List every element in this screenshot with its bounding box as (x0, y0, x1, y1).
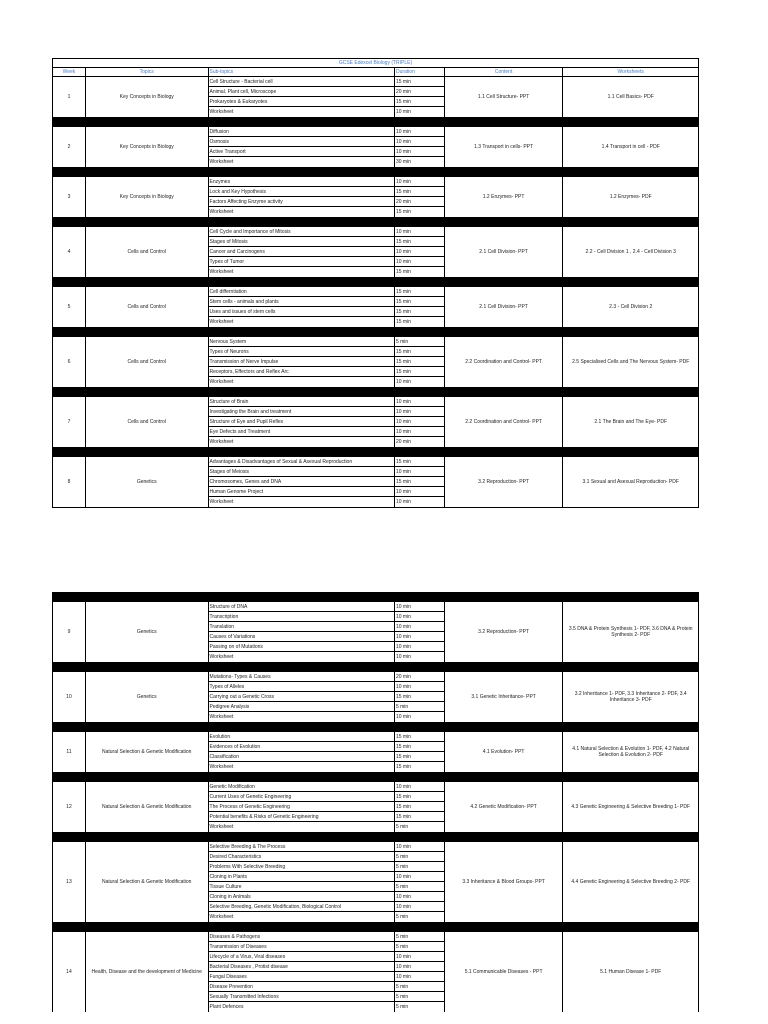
week-number: 9 (53, 602, 86, 662)
content-link[interactable]: 1.2 Enzymes- PPT (445, 177, 564, 217)
duration-item: 10 min (395, 177, 444, 187)
worksheet-link[interactable]: 2.1 The Brain and The Eye- PDF (594, 419, 668, 425)
duration-list (395, 782, 445, 832)
subtopic-item: Transcription (209, 612, 394, 622)
topic-cell: Genetics (86, 602, 209, 662)
duration-item: 10 min (395, 952, 444, 962)
subtopic-item: Worksheet (209, 319, 234, 325)
duration-item: 10 min (395, 407, 444, 417)
duration-item: 10 min (395, 872, 444, 882)
duration-item: 20 min (395, 197, 444, 207)
week-row (52, 781, 699, 832)
subtopic-item: Bacterial Diseases , Protist disease (209, 962, 394, 972)
duration-item: 15 min (395, 742, 444, 752)
worksheet-link[interactable]: 3.5 DNA & Protein Synthesis 1- PDF, 3.6 DNA & Protein Synthesis 2- PDF (568, 626, 693, 638)
duration-item: 10 min (395, 487, 444, 497)
subtopic-item: Types of Tumor (209, 257, 394, 267)
duration-item: 15 min (395, 297, 444, 307)
week-number: 14 (53, 932, 86, 1012)
subtopic-item: Lock and Key Hypothesis (209, 187, 394, 197)
topic-cell: Natural Selection & Genetic Modification (86, 782, 209, 832)
content-link[interactable]: 2.1 Cell Division- PPT (445, 287, 564, 327)
subtopic-item: Worksheet (209, 209, 234, 215)
week-row (52, 336, 699, 387)
week-number: 1 (53, 77, 86, 117)
duration-item: 5 min (395, 852, 444, 862)
week-number: 3 (53, 177, 86, 217)
subtopic-item: Stages of Mitosis (209, 237, 394, 247)
duration-item: 10 min (395, 247, 444, 257)
table-body (52, 76, 699, 507)
subtopic-item: Chromosomes, Genes and DNA (209, 477, 394, 487)
subtopic-item: Tissue Culture (209, 882, 394, 892)
content-link[interactable]: 3.2 Reproduction- PPT (445, 602, 564, 662)
subtopic-item: Diseases & Pathogens (209, 932, 394, 942)
week-separator (52, 167, 699, 176)
subtopic-item: Structure of Eye and Pupil Reflex (209, 417, 394, 427)
subtopic-item: Sexually Transmitted Infections (209, 992, 394, 1002)
header-topics: Topics (86, 68, 209, 76)
subtopic-item: Cell differntiation (209, 287, 394, 297)
subtopic-item: Fungal Diseases (209, 972, 394, 982)
table-title: GCSE Edexcel Biology (TRIPLE) (52, 58, 699, 67)
subtopic-list (209, 932, 395, 1012)
week-row (52, 731, 699, 772)
duration-item: 15 min (395, 367, 444, 377)
duration-item: 5 min (395, 914, 409, 920)
duration-item: 10 min (395, 109, 411, 115)
duration-item: 15 min (395, 187, 444, 197)
subtopic-item: Worksheet (209, 714, 234, 720)
duration-list (395, 732, 445, 772)
week-row (52, 176, 699, 217)
subtopic-item: Selective Breeding, Genetic Modification, Biological Control (209, 902, 394, 912)
duration-item: 5 min (395, 702, 444, 712)
duration-item: 15 min (395, 692, 444, 702)
duration-item: 15 min (395, 347, 444, 357)
subtopic-list (209, 397, 395, 447)
week-number: 13 (53, 842, 86, 922)
subtopic-item: Transmission of Nerve Impulse (209, 357, 394, 367)
week-number: 7 (53, 397, 86, 447)
topic-cell: Health, Disease and the development of Medicine (86, 932, 209, 1012)
subtopic-item: Carrying out a Genetic Cross (209, 692, 394, 702)
subtopic-item: Pedigree Analysis (209, 702, 394, 712)
duration-item: 15 min (395, 287, 444, 297)
week-separator (52, 722, 699, 731)
week-row (52, 126, 699, 167)
duration-item: 15 min (395, 764, 411, 770)
subtopic-item: Problems With Selective Breeding (209, 862, 394, 872)
subtopic-item: Worksheet (209, 269, 234, 275)
subtopic-item: Nervous System (209, 337, 394, 347)
week-row (52, 671, 699, 722)
topic-cell: Key Concepts in Biology (86, 77, 209, 117)
worksheet-link[interactable]: 1.2 Enzymes- PDF (609, 194, 652, 200)
subtopic-list (209, 287, 395, 327)
week-row (52, 456, 699, 507)
subtopic-item: Current Uses of Genetic Engineering (209, 792, 394, 802)
duration-item: 10 min (395, 892, 444, 902)
duration-item: 15 min (395, 319, 411, 325)
duration-list (395, 602, 445, 662)
duration-item: 15 min (395, 732, 444, 742)
duration-item: 10 min (395, 622, 444, 632)
duration-item: 15 min (395, 812, 444, 822)
duration-item: 10 min (395, 127, 444, 137)
subtopic-item: The Process of Genetic Engineering (209, 802, 394, 812)
duration-list (395, 177, 445, 217)
subtopic-list (209, 77, 395, 117)
table-header-row (52, 67, 699, 76)
subtopic-item: Stem cells - animals and plants (209, 297, 394, 307)
duration-list (395, 397, 445, 447)
duration-item: 10 min (395, 417, 444, 427)
worksheet-link[interactable]: 4.3 Genetic Engineering & Selective Breeding 1- PDF (571, 804, 691, 810)
subtopic-item: Types of Neurons (209, 347, 394, 357)
week-row (52, 601, 699, 662)
content-link[interactable]: 1.3 Transport in cells- PPT (445, 127, 564, 167)
content-link[interactable]: 3.1 Genetic Inheritance- PPT (445, 672, 564, 722)
topic-cell: Cells and Control (86, 397, 209, 447)
week-row (52, 931, 699, 1012)
week-separator (52, 772, 699, 781)
subtopic-item: Worksheet (209, 439, 234, 445)
week-separator (52, 387, 699, 396)
duration-item: 10 min (395, 972, 444, 982)
duration-list (395, 287, 445, 327)
worksheet-link[interactable]: 3.2 Inheritance 1- PDF, 3.3 Inheritance 2- PDF, 3.4 Inheritance 3- PDF (574, 691, 687, 703)
topic-cell: Natural Selection & Genetic Modification (86, 842, 209, 922)
duration-item: 10 min (395, 902, 444, 912)
duration-list (395, 337, 445, 387)
duration-item: 15 min (395, 237, 444, 247)
week-row (52, 286, 699, 327)
subtopic-item: Structure of DNA (209, 602, 394, 612)
subtopic-item: Potential benefits & Risks of Genetic Engineering (209, 812, 394, 822)
content-link[interactable]: 3.3 Inheritance & Blood Groups- PPT (445, 842, 564, 922)
duration-list (395, 77, 445, 117)
week-separator (52, 327, 699, 336)
subtopic-item: Disease Prevention (209, 982, 394, 992)
subtopic-list (209, 177, 395, 217)
subtopic-list (209, 227, 395, 277)
duration-item: 5 min (395, 862, 444, 872)
subtopic-item: Evidences of Evolution (209, 742, 394, 752)
worksheet-link[interactable]: 2.5 Specialised Cells and The Nervous System- PDF (572, 359, 690, 365)
content-link[interactable]: 2.2 Coordination and Control- PPT (445, 397, 564, 447)
duration-item: 10 min (395, 137, 444, 147)
content-link[interactable]: 2.2 Coordination and Control- PPT (445, 337, 564, 387)
content-link[interactable]: 4.2 Genetic Modification- PPT (445, 782, 564, 832)
subtopic-item: Worksheet (209, 379, 234, 385)
week-separator (52, 217, 699, 226)
week-separator (52, 922, 699, 931)
week-number: 12 (53, 782, 86, 832)
subtopic-item: Types of Alleles (209, 682, 394, 692)
subtopic-item: Human Genome Project (209, 487, 394, 497)
duration-item: 15 min (395, 792, 444, 802)
duration-item: 10 min (395, 467, 444, 477)
duration-item: 15 min (395, 307, 444, 317)
content-link[interactable]: 4.1 Evolution- PPT (445, 732, 564, 772)
duration-item: 10 min (395, 632, 444, 642)
duration-list (395, 127, 445, 167)
duration-item: 15 min (395, 77, 444, 87)
subtopic-item: Worksheet (209, 499, 234, 505)
week-separator (52, 117, 699, 126)
week-number: 6 (53, 337, 86, 387)
worksheet-link[interactable]: 4.1 Natural Selection & Evolution 1- PDF, 4.2 Natural Selection & Evolution 2- PDF (572, 746, 690, 758)
subtopic-item: Worksheet (209, 914, 234, 920)
subtopic-list (209, 732, 395, 772)
subtopic-list (209, 337, 395, 387)
subtopic-item: Classification (209, 752, 394, 762)
duration-item: 10 min (395, 602, 444, 612)
subtopic-item: Structure of Brain (209, 397, 394, 407)
subtopic-item: Diffusion (209, 127, 394, 137)
duration-item: 10 min (395, 427, 444, 437)
week-separator (52, 277, 699, 286)
subtopic-list (209, 602, 395, 662)
subtopic-item: Mutations- Types & Causes (209, 672, 394, 682)
duration-item: 10 min (395, 397, 444, 407)
duration-item: 10 min (395, 379, 411, 385)
worksheet-link[interactable]: 3.1 Sexual and Asexual Reproduction- PDF (582, 479, 679, 485)
topic-cell: Cells and Control (86, 337, 209, 387)
duration-item: 10 min (395, 962, 444, 972)
topic-cell: Genetics (86, 457, 209, 507)
duration-item: 5 min (395, 992, 444, 1002)
content-link[interactable]: 5.1 Communicable Diseases - PPT (445, 932, 564, 1012)
subtopic-item: Advantages & Disadvantages of Sexual & Asexual Reproduction (209, 457, 394, 467)
subtopic-item: Cloning in Animals (209, 892, 394, 902)
week-number: 2 (53, 127, 86, 167)
duration-item: 10 min (395, 682, 444, 692)
subtopic-item: Enzymes (209, 177, 394, 187)
duration-list (395, 842, 445, 922)
header-content: Content (445, 68, 564, 76)
subtopic-item: Cloning in Plants (209, 872, 394, 882)
duration-list (395, 672, 445, 722)
duration-item: 20 min (395, 672, 444, 682)
duration-item: 20 min (395, 439, 411, 445)
subtopic-item: Evolution (209, 732, 394, 742)
subtopic-item: Eye Defects and Treatment (209, 427, 394, 437)
subtopic-item: Desired Characteristics (209, 852, 394, 862)
week-separator (52, 592, 699, 601)
duration-item: 5 min (395, 942, 444, 952)
subtopic-item: Selective Breeding & The Process (209, 842, 394, 852)
subtopic-item: Worksheet (209, 824, 234, 830)
subtopic-item: Plant Defences (209, 1004, 244, 1010)
subtopic-item: Investigating the Brain and treatment (209, 407, 394, 417)
duration-item: 5 min (395, 1004, 409, 1010)
duration-item: 10 min (395, 147, 444, 157)
duration-item: 10 min (395, 782, 444, 792)
duration-item: 15 min (395, 97, 444, 107)
subtopic-item: Stages of Meiosis (209, 467, 394, 477)
duration-item: 10 min (395, 227, 444, 237)
subtopic-list (209, 842, 395, 922)
subtopic-item: Translation (209, 622, 394, 632)
subtopic-item: Genetic Modification (209, 782, 394, 792)
content-link[interactable]: 2.1 Cell Division- PPT (445, 227, 564, 277)
schedule-table-page-1 (52, 58, 699, 508)
week-row (52, 76, 699, 117)
duration-list (395, 932, 445, 1012)
subtopic-item: Receptors, Effectors and Reflex Arc (209, 367, 394, 377)
worksheet-link[interactable]: 4.4 Genetic Engineering & Selective Breeding 2- PDF (571, 879, 691, 885)
duration-item: 30 min (395, 159, 411, 165)
duration-item: 5 min (395, 824, 409, 830)
subtopic-item: Cell Cycle and Importance of Mitosis (209, 227, 394, 237)
subtopic-item: Cell Structure - Bacterial cell (209, 77, 394, 87)
duration-item: 15 min (395, 457, 444, 467)
subtopic-item: Prokaryotes & Eukaryotes (209, 97, 394, 107)
duration-item: 5 min (395, 982, 444, 992)
week-separator (52, 662, 699, 671)
worksheet-link[interactable]: 5.1 Human Disease 1- PDF (600, 969, 662, 975)
duration-item: 15 min (395, 269, 411, 275)
duration-item: 10 min (395, 842, 444, 852)
topic-cell: Key Concepts in Biology (86, 177, 209, 217)
subtopic-item: Cancer and Carcinogens (209, 247, 394, 257)
subtopic-item: Active Transport (209, 147, 394, 157)
topic-cell: Genetics (86, 672, 209, 722)
schedule-table-page-2 (52, 592, 699, 1012)
duration-item: 10 min (395, 499, 411, 505)
topic-cell: Key Concepts in Biology (86, 127, 209, 167)
topic-cell: Cells and Control (86, 227, 209, 277)
subtopic-item: Lifecycle of a Virus, Viral diseases (209, 952, 394, 962)
subtopic-list (209, 672, 395, 722)
subtopic-list (209, 457, 395, 507)
duration-item: 15 min (395, 802, 444, 812)
subtopic-item: Worksheet (209, 109, 234, 115)
week-row (52, 396, 699, 447)
subtopic-item: Causes of Variations (209, 632, 394, 642)
worksheet-link[interactable]: 1.1 Cell Basics- PDF (607, 94, 654, 100)
duration-item: 20 min (395, 87, 444, 97)
header-week: Week (53, 68, 86, 76)
week-number: 10 (53, 672, 86, 722)
topic-cell: Cells and Control (86, 287, 209, 327)
topic-cell: Natural Selection & Genetic Modification (86, 732, 209, 772)
week-row (52, 226, 699, 277)
duration-item: 15 min (395, 357, 444, 367)
table-body (52, 601, 699, 1012)
duration-item: 10 min (395, 654, 411, 660)
subtopic-list (209, 782, 395, 832)
duration-item: 5 min (395, 337, 444, 347)
worksheet-link[interactable]: 1.4 Transport in cell - PDF (601, 144, 660, 150)
subtopic-item: Passing on of Mutations (209, 642, 394, 652)
subtopic-item: Factors Affecting Enzyme activity (209, 197, 394, 207)
week-separator (52, 832, 699, 841)
week-number: 11 (53, 732, 86, 772)
header-subtopics: Sub-topics (209, 68, 395, 76)
week-number: 5 (53, 287, 86, 327)
content-link[interactable]: 3.2 Reproduction- PPT (445, 457, 564, 507)
subtopic-item: Worksheet (209, 159, 234, 165)
duration-item: 5 min (395, 932, 444, 942)
duration-list (395, 227, 445, 277)
header-worksheets: Worksheets (617, 69, 644, 75)
worksheet-link[interactable]: 2.3 - Cell Division 2 (609, 304, 653, 310)
subtopic-item: Osmosis (209, 137, 394, 147)
duration-item: 5 min (395, 882, 444, 892)
subtopic-item: Uses and issues of stem cells (209, 307, 394, 317)
duration-item: 10 min (395, 642, 444, 652)
content-link[interactable]: 1.1 Cell Structure- PPT (445, 77, 564, 117)
subtopic-list (209, 127, 395, 167)
week-number: 4 (53, 227, 86, 277)
duration-list (395, 457, 445, 507)
header-duration: Duration (395, 68, 445, 76)
subtopic-item: Transmission of Diseases (209, 942, 394, 952)
subtopic-item: Worksheet (209, 654, 234, 660)
week-number: 8 (53, 457, 86, 507)
duration-item: 10 min (395, 612, 444, 622)
week-row (52, 841, 699, 922)
duration-item: 15 min (395, 477, 444, 487)
duration-item: 10 min (395, 714, 411, 720)
worksheet-link[interactable]: 2.2 - Cell Division 1 , 2.4 - Cell Division 3 (585, 249, 676, 255)
duration-item: 10 min (395, 257, 444, 267)
duration-item: 15 min (395, 752, 444, 762)
week-separator (52, 447, 699, 456)
subtopic-item: Animal, Plant cell, Microscope (209, 87, 394, 97)
duration-item: 15 min (395, 209, 411, 215)
subtopic-item: Worksheet (209, 764, 234, 770)
